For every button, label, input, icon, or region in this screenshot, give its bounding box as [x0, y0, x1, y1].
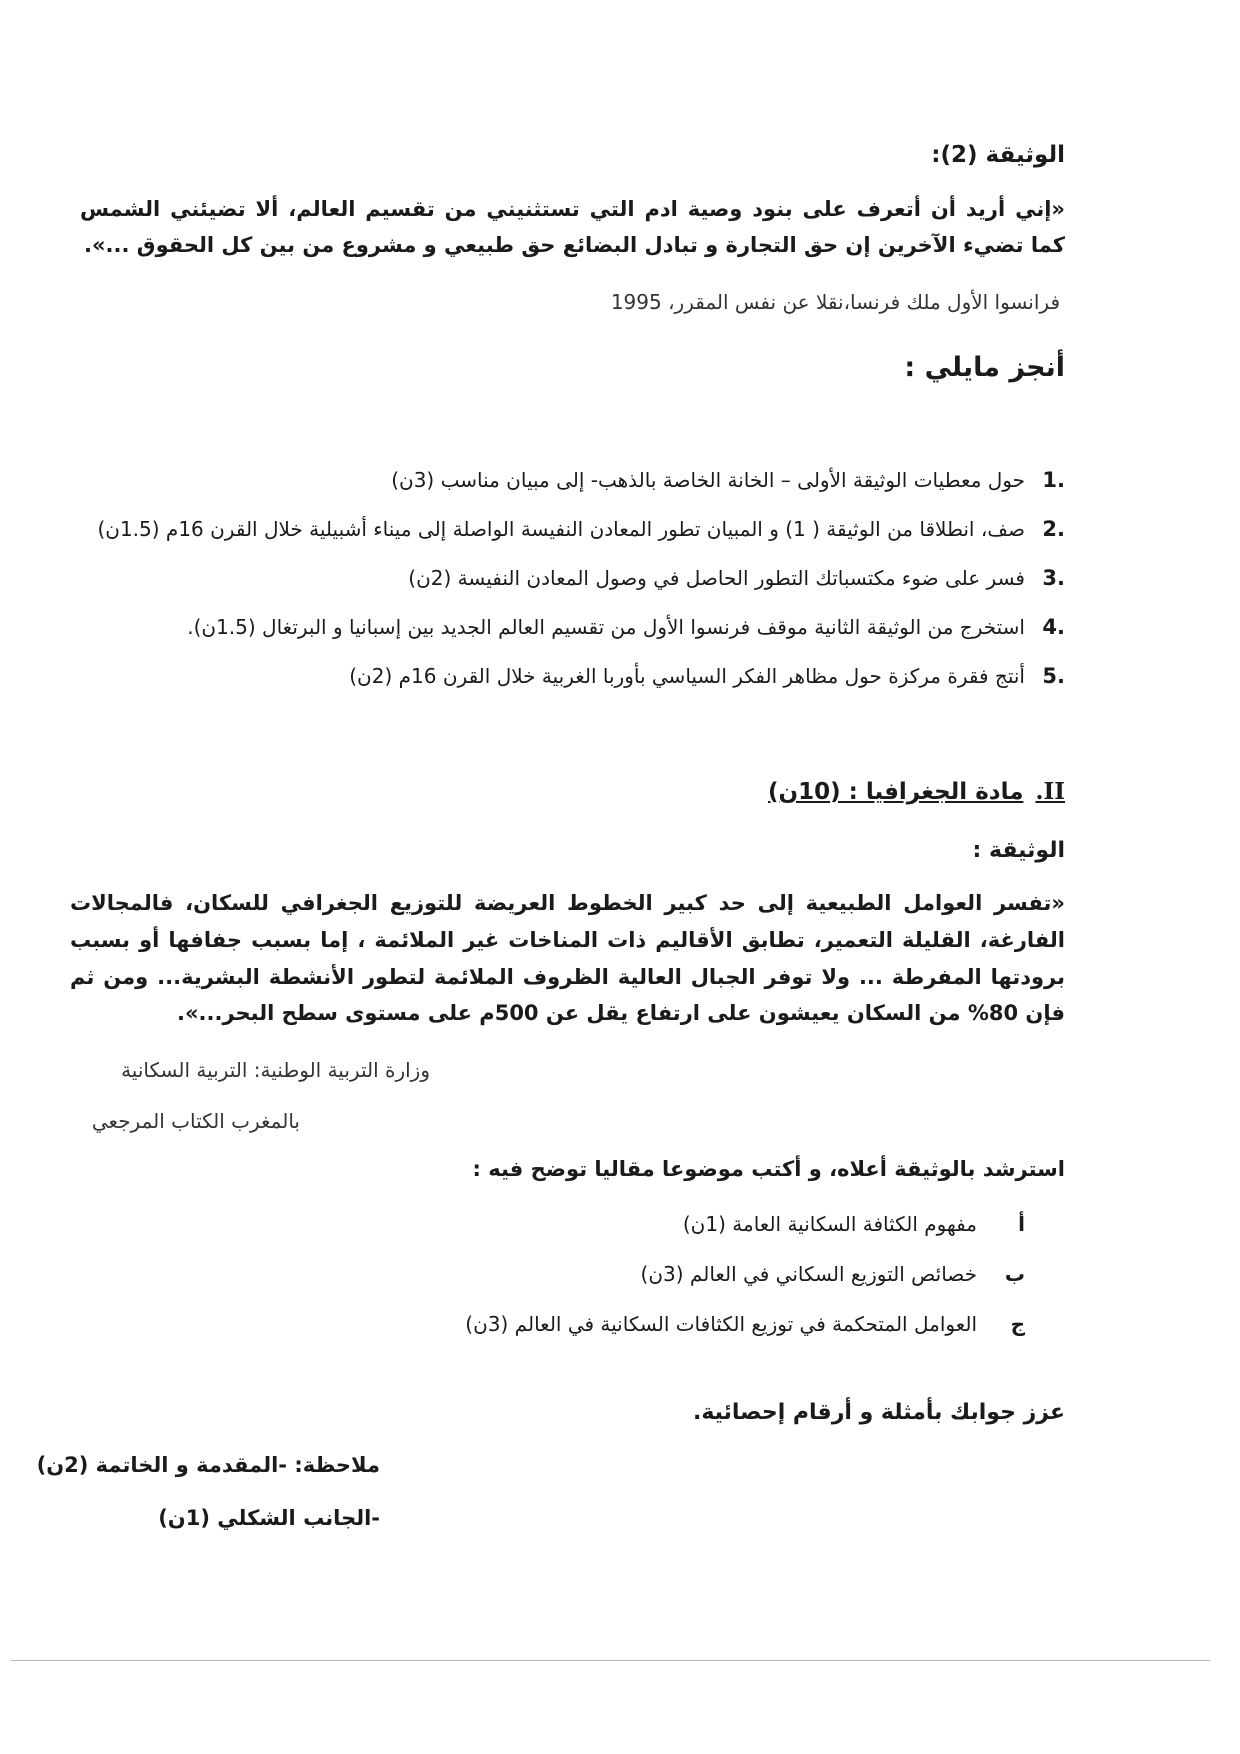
geography-doc-label: الوثيقة : [972, 838, 1065, 863]
section-title-text: مادة الجغرافيا : (10ن) [767, 779, 1024, 805]
document2-source: فرانسوا الأول ملك فرنسا،نقلا عن نفس المقرر، 1995 [610, 290, 1060, 314]
bottom-divider [10, 1660, 1210, 1661]
question-text: أنتج فقرة مركزة حول مظاهر الفكر السياسي بأوربا الغربية خلال القرن 16م (2ن) [349, 664, 1025, 688]
question-item [65, 566, 1065, 615]
question-text: فسر على ضوء مكتسباتك التطور الحاصل في وصول المعادن النفيسة (2ن) [408, 566, 1025, 590]
subquestion-letter: ج [1010, 1312, 1025, 1336]
document2-title: الوثيقة (2): [931, 142, 1065, 168]
question-text: استخرج من الوثيقة الثانية موقف فرنسوا الأول من تقسيم العالم الجديد بين إسبانيا و البرتغال (1.5ن). [187, 615, 1025, 639]
subquestion-letter: أ [1018, 1212, 1025, 1236]
question-text: حول معطيات الوثيقة الأولى – الخانة الخاصة بالذهب- إلى مبيان مناسب (3ن) [391, 468, 1025, 492]
geography-source-line1: وزارة التربية الوطنية: التربية السكانية [121, 1058, 430, 1082]
question-number: .2 [1042, 517, 1065, 541]
question-item [65, 664, 1065, 713]
geography-section-title [768, 778, 1065, 805]
subquestion-text: العوامل المتحكمة في توزيع الكثافات السكانية في العالم (3ن) [465, 1312, 977, 1336]
support-instruction: عزز جوابك بأمثلة و أرقام إحصائية. [692, 1400, 1065, 1425]
essay-instruction: استرشد بالوثيقة أعلاه، و أكتب موضوعا مقاليا توضح فيه : [472, 1157, 1065, 1181]
document2-quote: «إني أريد أن أتعرف على بنود وصية ادم التي تستثنيني من تقسيم العالم، ألا تضيئني الشمس كما تضيء الآخرين إن حق التجارة و تبادل البضائع حق طبيعي و مشروع من بين كل الحقوق ...». [80, 197, 1065, 257]
question-list [65, 468, 1065, 713]
grading-note-line1: ملاحظة: -المقدمة و الخاتمة (2ن) [36, 1453, 380, 1477]
question-number: .5 [1042, 664, 1065, 688]
tasks-title: أنجز مايلي : [904, 352, 1065, 383]
question-item [65, 615, 1065, 664]
question-item [65, 468, 1065, 517]
question-number: .3 [1042, 566, 1065, 590]
question-text: صف، انطلاقا من الوثيقة ( 1) و المبيان تطور المعادن النفيسة الواصلة إلى ميناء أشبيلية خلال القرن 16م (1.5ن) [97, 517, 1025, 541]
essay-subquestions [465, 1212, 1025, 1362]
question-number: .1 [1042, 468, 1065, 492]
subquestion-text: خصائص التوزيع السكاني في العالم (3ن) [640, 1262, 977, 1286]
question-number: .4 [1042, 615, 1065, 639]
grading-note-line2: -الجانب الشكلي (1ن) [158, 1506, 380, 1530]
subquestion-letter: ب [1004, 1262, 1025, 1286]
subquestion-item [465, 1262, 1025, 1312]
subquestion-item [465, 1212, 1025, 1262]
geography-quote: «تفسر العوامل الطبيعية إلى حد كبير الخطوط العريضة للتوزيع الجغرافي للسكان، فالمجالات الفارغة، القليلة التعمير، تطابق الأقاليم ذات المناخات غير الملائمة ، إما بسبب جفافها أو بسبب برودتها المفرطة ... ولا توفر الجبال العالية الظروف الملائمة لتطور الأنشطة البشرية... ومن ثم فإن 80% من السكان يعيشون على ارتفاع يقل عن 500م على مستوى سطح البحر...». [70, 891, 1065, 1026]
section-numeral: II. [1035, 778, 1065, 805]
geography-source-line2: بالمغرب الكتاب المرجعي [91, 1109, 300, 1133]
question-item [65, 517, 1065, 566]
subquestion-item [465, 1312, 1025, 1362]
subquestion-text: مفهوم الكثافة السكانية العامة (1ن) [682, 1212, 977, 1236]
